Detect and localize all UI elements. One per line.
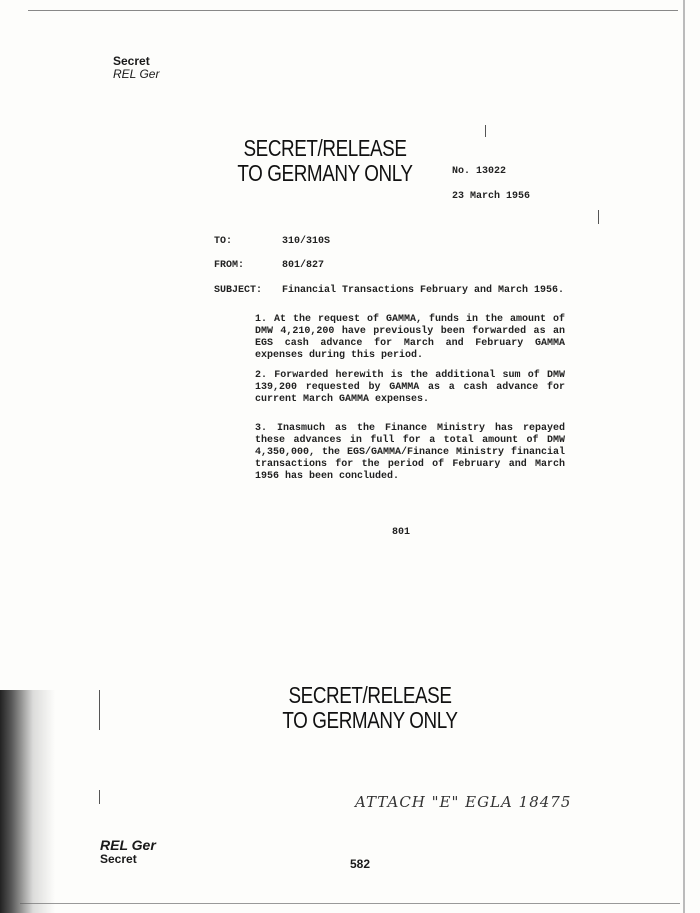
memo-date: 23 March 1956: [452, 191, 531, 202]
footer-classification-rel: REL Ger: [100, 837, 156, 853]
subject-label: SUBJECT:: [214, 285, 263, 296]
scan-bottom-border: [20, 903, 680, 904]
from-label: FROM:: [214, 260, 245, 271]
to-label: TO:: [214, 236, 233, 247]
to-value: 310/310S: [282, 236, 331, 247]
scan-mark: [598, 210, 599, 224]
top-stamp: [231, 136, 420, 186]
page-number: 582: [350, 857, 371, 871]
paragraph-3: 3. Inasmuch as the Finance Ministry has repayed these advances in full for a total amount of DMW 4,350,000, the EGS/GAMMA/Finance Ministry financial transactions for the period of February and March 1956 has been concluded.: [255, 423, 565, 482]
bottom-stamp-line2: TO GERMANY ONLY: [282, 707, 458, 733]
footer-classification-secret: Secret: [100, 852, 137, 866]
signature-code: 801: [392, 527, 411, 538]
scan-shadow: [0, 690, 55, 913]
top-stamp-line2: TO GERMANY ONLY: [237, 160, 413, 186]
header-classification: [113, 55, 159, 81]
scan-mark: [99, 790, 100, 804]
paragraph-2: 2. Forwarded herewith is the additional sum of DMW 139,200 requested by GAMMA as a cash advance for current March GAMMA expenses.: [255, 370, 565, 405]
bottom-stamp: [276, 683, 465, 733]
scan-right-edge: [683, 0, 685, 913]
subject-value: Financial Transactions February and March 1956.: [282, 285, 565, 296]
scan-top-border: [28, 10, 678, 11]
footer-classification: [100, 838, 156, 866]
scan-mark: [485, 125, 486, 137]
memo-number: No. 13022: [452, 166, 507, 177]
header-classification-secret: Secret: [113, 54, 150, 68]
paragraph-1: 1. At the request of GAMMA, funds in the amount of DMW 4,210,200 have previously been forwarded as an EGS cash advance for March and February GAMMA expenses during this period.: [255, 314, 565, 361]
from-value: 801/827: [282, 260, 325, 271]
scan-mark: [99, 690, 100, 730]
header-classification-rel: REL Ger: [113, 67, 160, 81]
top-stamp-line1: SECRET/RELEASE: [243, 135, 407, 161]
handwritten-annotation: ATTACH "E" EGLA 18475: [355, 793, 572, 811]
bottom-stamp-line1: SECRET/RELEASE: [288, 682, 452, 708]
